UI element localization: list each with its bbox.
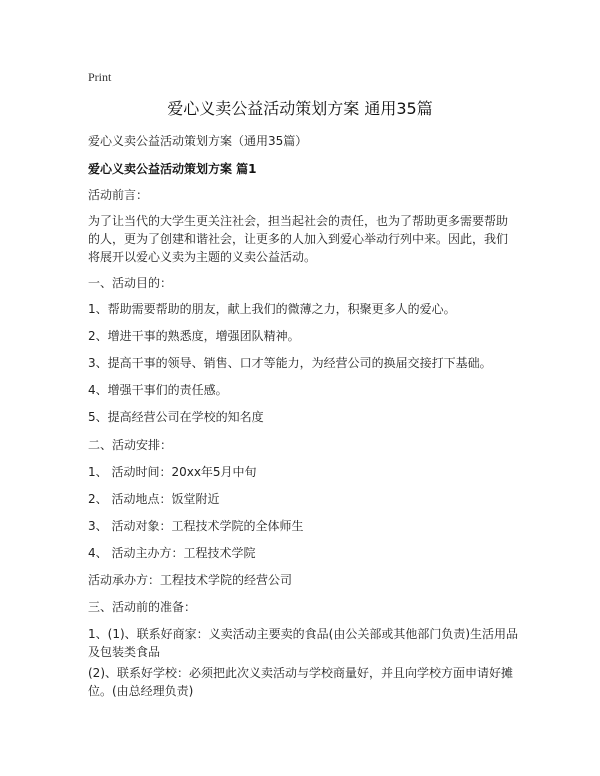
preparation-item: 1、(1)、联系好商家：义卖活动主要卖的食品(由公关部或其他部门负责)生活用品及包装类食品 xyxy=(88,627,518,659)
print-link[interactable]: Print xyxy=(88,70,112,84)
section-heading: 爱心义卖公益活动策划方案 篇1 xyxy=(88,162,257,176)
document-subtitle: 爱心义卖公益活动策划方案（通用35篇） xyxy=(88,134,308,148)
document-title: 爱心义卖公益活动策划方案 通用35篇 xyxy=(167,99,433,118)
purpose-item: 2、增进干事的熟悉度，增强团队精神。 xyxy=(88,329,300,343)
arrangement-item: 1、 活动时间：20xx年5月中旬 xyxy=(88,465,257,479)
arrangement-item: 4、 活动主办方：工程技术学院 xyxy=(88,546,256,560)
organizer-text: 活动承办方：工程技术学院的经营公司 xyxy=(88,573,293,587)
preface-paragraph: 为了让当代的大学生更关注社会，担当起社会的责任，也为了帮助更多需要帮助的人，更为了创建和谐社会，让更多的人加入到爱心举动行列中来。因此，我们将展开以爱心义卖为主题的义卖公益活动。 xyxy=(88,214,509,264)
preparation-item: (2)、联系好学校：必须把此次义卖活动与学校商量好，并且向学校方面申请好摊位。(由总经理负责) xyxy=(88,666,514,698)
purpose-item: 5、提高经营公司在学校的知名度 xyxy=(88,410,264,424)
purpose-heading: 一、活动目的： xyxy=(88,276,173,290)
purpose-item: 1、帮助需要帮助的朋友，献上我们的微薄之力，积聚更多人的爱心。 xyxy=(88,302,456,316)
arrangement-item: 3、 活动对象：工程技术学院的全体师生 xyxy=(88,519,304,533)
preface-label: 活动前言： xyxy=(88,188,149,202)
preparation-heading: 三、活动前的准备： xyxy=(88,600,197,614)
purpose-item: 4、增强干事们的责任感。 xyxy=(88,383,228,397)
purpose-item: 3、提高干事的领导、销售、口才等能力，为经营公司的换届交接打下基础。 xyxy=(88,356,492,370)
arrangement-item: 2、 活动地点：饭堂附近 xyxy=(88,492,220,506)
arrangement-heading: 二、活动安排： xyxy=(88,438,173,452)
